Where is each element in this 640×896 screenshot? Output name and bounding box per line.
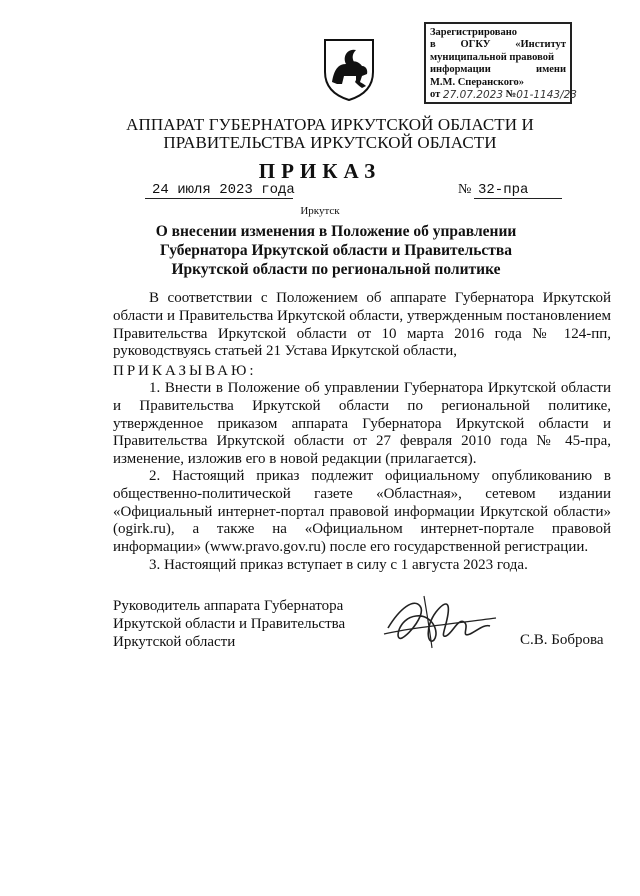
city: Иркутск <box>300 205 340 217</box>
org-line: АППАРАТ ГУБЕРНАТОРА ИРКУТСКОЙ ОБЛАСТИ И <box>126 115 534 134</box>
preamble-paragraph <box>113 290 611 361</box>
handwritten-signature <box>380 588 500 650</box>
item-1-text: 1. Внести в Положение об управлении Губернатора Иркутской области и Правительства Иркутской области по региональной политике, утвержденное приказом аппарата Губернатора Иркутской области и Правительства Иркутской области от 27 февраля 2010 года № 45-пра, изменение, изложив его в новой редакции (прилагается). <box>113 380 611 468</box>
document-subject: О внесении изменения в Положение об управлении Губернатора Иркутской области и Правительства Иркутской области по региональной политике <box>155 223 517 278</box>
item-2-paragraph <box>113 468 611 557</box>
number-label: № <box>458 182 472 197</box>
stamp-line: муниципальной правовой <box>430 51 555 63</box>
stamp-no-label: № <box>505 89 517 101</box>
stamp-line: М.М. Сперанского» <box>430 76 524 88</box>
item-3-paragraph <box>113 557 611 575</box>
item-1-paragraph <box>113 380 611 469</box>
stamp-word: ОГКУ <box>460 39 491 51</box>
order-number: 32-пра <box>478 182 529 198</box>
stamp-reg-date: 27.07.2023 <box>442 89 504 102</box>
stamp-word: в <box>430 39 436 51</box>
date-underline <box>145 198 293 199</box>
org-line: ПРАВИТЕЛЬСТВА ИРКУТСКОЙ ОБЛАСТИ <box>163 133 497 152</box>
role-line: Иркутской области и Правительства <box>113 616 346 632</box>
role-line: Иркутской области <box>113 634 236 650</box>
coat-of-arms-icon <box>322 36 376 102</box>
stamp-word: имени <box>536 64 566 76</box>
stamp-line <box>430 64 566 76</box>
document-type: ПРИКАЗ <box>258 159 382 183</box>
stamp-line: Зарегистрировано <box>430 27 517 38</box>
stamp-word: «Институт <box>515 39 566 51</box>
organization-name <box>110 116 550 152</box>
role-line: Руководитель аппарата Губернатора <box>113 598 344 614</box>
stamp-reg-number: 01-1143/23 <box>516 89 577 102</box>
order-word: ПРИКАЗЫВАЮ: <box>113 363 257 379</box>
preamble-text: В соответствии с Положением об аппарате Губернатора Иркутской области и Правительства Иркутской области, утвержденным постановлением Правительства Иркутской области от 10 марта 2016 года № 124-пп, руководствуясь статьей 21 Устава Иркутской области, <box>113 290 611 360</box>
stamp-from-label: от <box>430 89 441 101</box>
number-underline <box>474 198 562 199</box>
signatory-role <box>113 597 345 651</box>
signatory-name: С.В. Боброва <box>520 632 604 648</box>
stamp-word: информации <box>430 64 491 76</box>
order-date: 24 июля 2023 года <box>152 182 295 198</box>
stamp-line <box>430 39 566 51</box>
registration-stamp <box>424 22 577 104</box>
stamp-reg-line <box>430 89 577 102</box>
item-2-text: 2. Настоящий приказ подлежит официальному опубликованию в общественно-политической газете «Областная», сетевом издании «Официальный интернет-портал правовой информации Иркутской области» (ogirk.ru), а также на «Официальном интернет-портале правовой информации» (www.pravo.gov.ru) после его государственной регистрации. <box>113 468 611 556</box>
item-3-text: 3. Настоящий приказ вступает в силу с 1 августа 2023 года. <box>149 557 528 573</box>
